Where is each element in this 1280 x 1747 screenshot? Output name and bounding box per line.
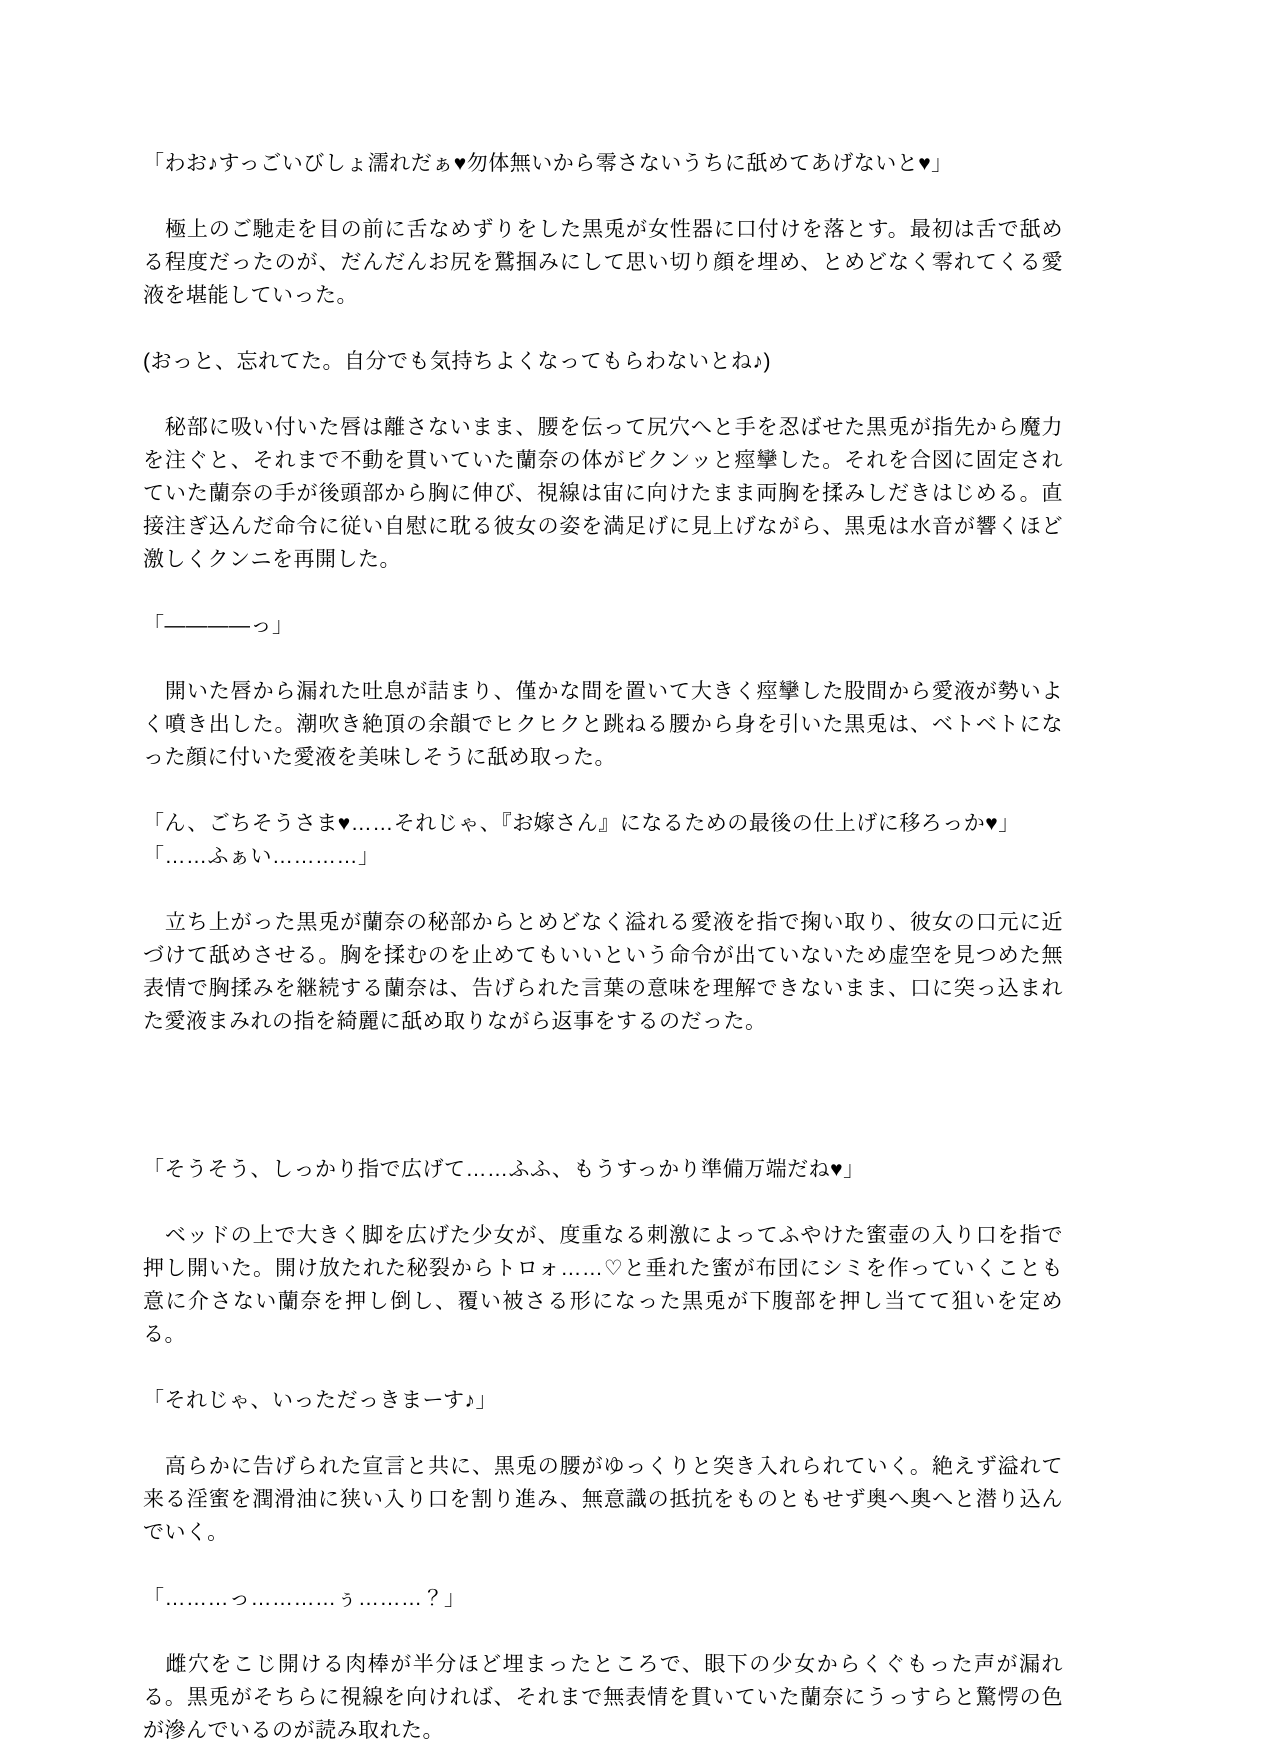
narration-paragraph: 立ち上がった黒兎が蘭奈の秘部からとめどなく溢れる愛液を指で掬い取り、彼女の口元に近づけて舐めさせる。胸を揉むのを止めてもいいという命令が出ていないため虚空を見つめた無表情で胸揉みを継続する蘭奈は、告げられた言葉の意味を理解できないまま、口に突っ込まれた愛液まみれの指を綺麗に舐め取りながら返事をするのだった。 <box>143 911 1063 1033</box>
dialogue-line: 「それじゃ、いっただっきまーす♪」 <box>143 1389 497 1412</box>
dialogue-line: 「――――っ」 <box>143 614 294 637</box>
thought-line: (おっと、忘れてた。自分でも気持ちよくなってもらわないとね♪) <box>143 350 771 373</box>
dialogue-line: 「ん、ごちそうさま♥……それじゃ、『お嫁さん』になるための最後の仕上げに移ろっか♥」 <box>143 812 1020 835</box>
narration-paragraph: 雌穴をこじ開ける肉棒が半分ほど埋まったところで、眼下の少女からくぐもった声が漏れる。黒兎がそちらに視線を向ければ、それまで無表情を貫いていた蘭奈にうっすらと驚愕の色が滲んでいるのが読み取れた。 <box>143 1653 1063 1742</box>
novel-page <box>143 147 1063 1747</box>
narration-paragraph: 開いた唇から漏れた吐息が詰まり、僅かな間を置いて大きく痙攣した股間から愛液が勢いよく噴き出した。潮吹き絶頂の余韻でヒクヒクと跳ねる腰から身を引いた黒兎は、ベトベトになった顔に付いた愛液を美味しそうに舐め取った。 <box>143 680 1063 769</box>
narration-paragraph: 極上のご馳走を目の前に舌なめずりをした黒兎が女性器に口付けを落とす。最初は舌で舐める程度だったのが、だんだんお尻を鷲掴みにして思い切り顔を埋め、とめどなく零れてくる愛液を堪能していった。 <box>143 218 1063 307</box>
dialogue-line: 「………っ…………ぅ………？」 <box>143 1587 466 1610</box>
dialogue-line: 「……ふぁい…………」 <box>143 845 380 868</box>
narration-paragraph: ベッドの上で大きく脚を広げた少女が、度重なる刺激によってふやけた蜜壺の入り口を指で押し開いた。開け放たれた秘裂からトロォ……♡と垂れた蜜が布団にシミを作っていくことも意に介さない蘭奈を押し倒し、覆い被さる形になった黒兎が下腹部を押し当てて狙いを定める。 <box>143 1224 1063 1346</box>
dialogue-line: 「そうそう、しっかり指で広げて……ふふ、もうすっかり準備万端だね♥」 <box>143 1158 865 1181</box>
narration-paragraph: 秘部に吸い付いた唇は離さないまま、腰を伝って尻穴へと手を忍ばせた黒兎が指先から魔力を注ぐと、それまで不動を貫いていた蘭奈の体がビクンッと痙攣した。それを合図に固定されていた蘭奈の手が後頭部から胸に伸び、視線は宙に向けたまま両胸を揉みしだきはじめる。直接注ぎ込んだ命令に従い自慰に耽る彼女の姿を満足げに見上げながら、黒兎は水音が響くほど激しくクンニを再開した。 <box>143 416 1063 571</box>
dialogue-line: 「わお♪すっごいびしょ濡れだぁ♥勿体無いから零さないうちに舐めてあげないと♥」 <box>143 152 953 175</box>
narration-paragraph: 高らかに告げられた宣言と共に、黒兎の腰がゆっくりと突き入れられていく。絶えず溢れて来る淫蜜を潤滑油に狭い入り口を割り進み、無意識の抵抗をものともせず奥へ奥へと潜り込んでいく。 <box>143 1455 1063 1544</box>
